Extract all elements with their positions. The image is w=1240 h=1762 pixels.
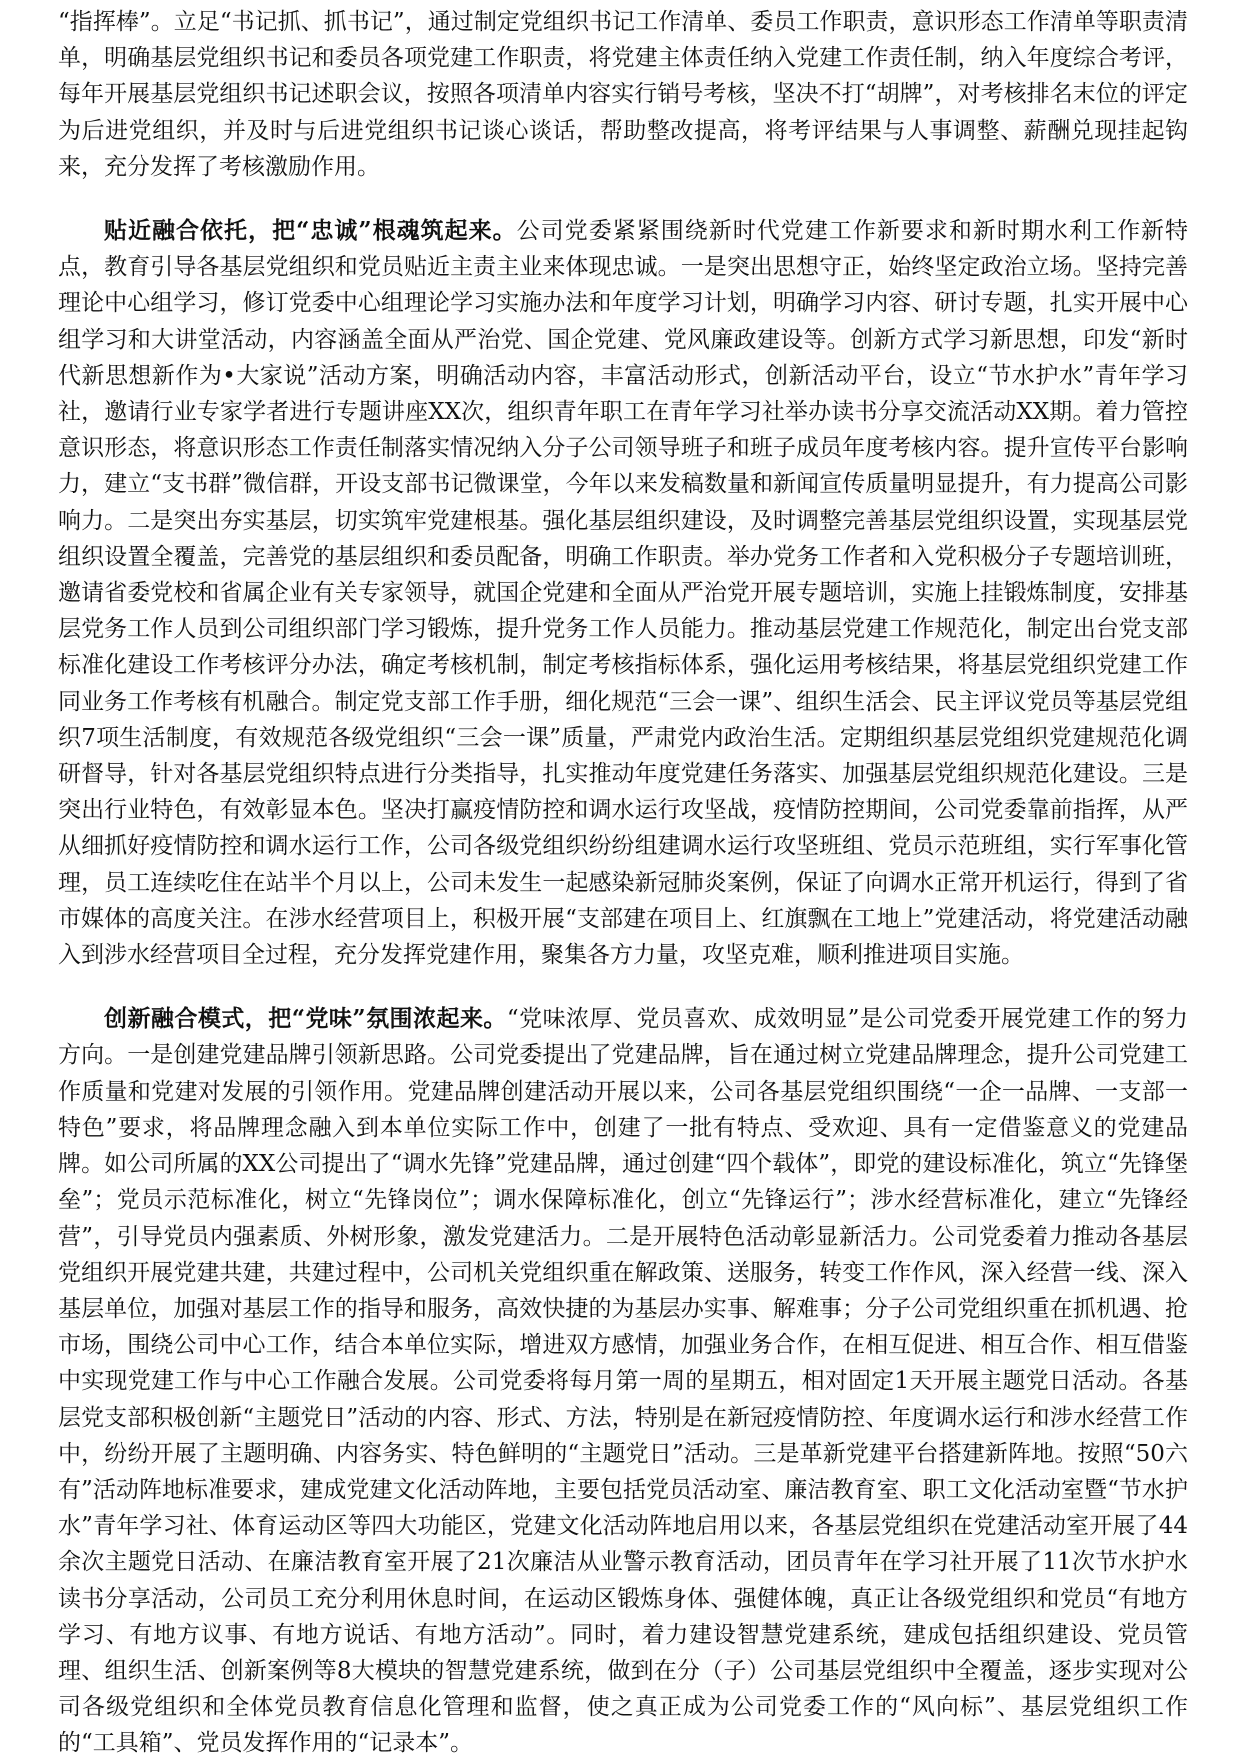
paragraph-assessment: [58, 4, 1188, 185]
paragraph-heading: 贴近融合依托，把“忠诚”根魂筑起来。: [104, 217, 517, 245]
document-body: [58, 4, 1188, 1762]
paragraph-text: 公司党委紧紧围绕新时代党建工作新要求和新时期水利工作新特点，教育引导各基层党组织和党员贴近主责主业来体现忠诚。一是突出思想守正，始终坚定政治立场。坚持完善理论中心组学习，修订党委中心组理论学习实施办法和年度学习计划，明确学习内容、研讨专题，扎实开展中心组学习和大讲堂活动，内容涵盖全面从严治党、国企党建、党风廉政建设等。创新方式学习新思想，印发“新时代新思想新作为•大家说”活动方案，明确活动内容，丰富活动形式，创新活动平台，设立“节水护水”青年学习社，邀请行业专家学者进行专题讲座XX次，组织青年职工在青年学习社举办读书分享交流活动XX期。着力管控意识形态，将意识形态工作责任制落实情况纳入分子公司领导班子和班子成员年度考核内容。提升宣传平台影响力，建立“支书群”微信群，开设支部书记微课堂，今年以来发稿数量和新闻宣传质量明显提升，有力提高公司影响力。二是突出夯实基层，切实筑牢党建根基。强化基层组织建设，及时调整完善基层党组织设置，实现基层党组织设置全覆盖，完善党的基层组织和委员配备，明确工作职责。举办党务工作者和入党积极分子专题培训班，邀请省委党校和省属企业有关专家领导，就国企党建和全面从严治党开展专题培训，实施上挂锻炼制度，安排基层党务工作人员到公司组织部门学习锻炼，提升党务工作人员能力。推动基层党建工作规范化，制定出台党支部标准化建设工作考核评分办法，确定考核机制，制定考核指标体系，强化运用考核结果，将基层党组织党建工作同业务工作考核有机融合。制定党支部工作手册，细化规范“三会一课”、组织生活会、民主评议党员等基层党组织7项生活制度，有效规范各级党组织“三会一课”质量，严肃党内政治生活。定期组织基层党组织党建规范化调研督导，针对各基层党组织特点进行分类指导，扎实推动年度党建任务落实、加强基层党组织规范化建设。三是突出行业特色，有效彰显本色。坚决打赢疫情防控和调水运行攻坚战，疫情防控期间，公司党委靠前指挥，从严从细抓好疫情防控和调水运行工作，公司各级党组织纷纷组建调水运行攻坚班组、党员示范班组，实行军事化管理，员工连续吃住在站半个月以上，公司未发生一起感染新冠肺炎案例，保证了向调水正常开机运行，得到了省市媒体的高度关注。在涉水经营项目上，积极开展“支部建在项目上、红旗飘在工地上”党建活动，将党建活动融入到涉水经营项目全过程，充分发挥党建作用，聚集各方力量，攻坚克难，顺利推进项目实施。: [58, 218, 1188, 969]
paragraph-text: “指挥棒”。立足“书记抓、抓书记”，通过制定党组织书记工作清单、委员工作职责，意识形态工作清单等职责清单，明确基层党组织书记和委员各项党建工作职责，将党建主体责任纳入党建工作责任制，纳入年度综合考评，每年开展基层党组织书记述职会议，按照各项清单内容实行销号考核，坚决不打“胡牌”，对考核排名末位的评定为后进党组织，并及时与后进党组织书记谈心谈话，帮助整改提高，将考评结果与人事调整、薪酬兑现挂起钩来，充分发挥了考核激励作用。: [58, 9, 1188, 180]
paragraph-heading: 创新融合模式，把“党味”氛围浓起来。: [104, 1005, 507, 1033]
paragraph-text: “党味浓厚、党员喜欢、成效明显”是公司党委开展党建工作的努力方向。一是创建党建品牌引领新思路。公司党委提出了党建品牌，旨在通过树立党建品牌理念，提升公司党建工作质量和党建对发展的引领作用。党建品牌创建活动开展以来，公司各基层党组织围绕“一企一品牌、一支部一特色”要求，将品牌理念融入到本单位实际工作中，创建了一批有特点、受欢迎、具有一定借鉴意义的党建品牌。如公司所属的XX公司提出了“调水先锋”党建品牌，通过创建“四个载体”，即党的建设标准化，筑立“先锋堡垒”；党员示范标准化，树立“先锋岗位”；调水保障标准化，创立“先锋运行”；涉水经营标准化，建立“先锋经营”，引导党员内强素质、外树形象，激发党建活力。二是开展特色活动彰显新活力。公司党委着力推动各基层党组织开展党建共建，共建过程中，公司机关党组织重在解政策、送服务，转变工作作风，深入经营一线、深入基层单位，加强对基层工作的指导和服务，高效快捷的为基层办实事、解难事；分子公司党组织重在抓机遇、抢市场，围绕公司中心工作，结合本单位实际，增进双方感情，加强业务合作，在相互促进、相互合作、相互借鉴中实现党建工作与中心工作融合发展。公司党委将每月第一周的星期五，相对固定1天开展主题党日活动。各基层党支部积极创新“主题党日”活动的内容、形式、方法，特别是在新冠疫情防控、年度调水运行和涉水经营工作中，纷纷开展了主题明确、内容务实、特色鲜明的“主题党日”活动。三是革新党建平台搭建新阵地。按照“50六有”活动阵地标准要求，建成党建文化活动阵地，主要包括党员活动室、廉洁教育室、职工文化活动室暨“节水护水”青年学习社、体育运动区等四大功能区，党建文化活动阵地启用以来，各基层党组织在党建活动室开展了44余次主题党日活动、在廉洁教育室开展了21次廉洁从业警示教育活动，团员青年在学习社开展了11次节水护水读书分享活动，公司员工充分利用休息时间，在运动区锻炼身体、强健体魄，真正让各级党组织和党员“有地方学习、有地方议事、有地方说话、有地方活动”。同时，着力建设智慧党建系统，建成包括组织建设、党员管理、组织生活、创新案例等8大模块的智慧党建系统，做到在分（子）公司基层党组织中全覆盖，逐步实现对公司各级党组织和全体党员教育信息化管理和监督，使之真正成为公司党委工作的“风向标”、基层党组织工作的“工具箱”、党员发挥作用的“记录本”。: [58, 1006, 1188, 1757]
paragraph-party-atmosphere: [58, 1001, 1188, 1761]
paragraph-loyalty: [58, 213, 1188, 973]
